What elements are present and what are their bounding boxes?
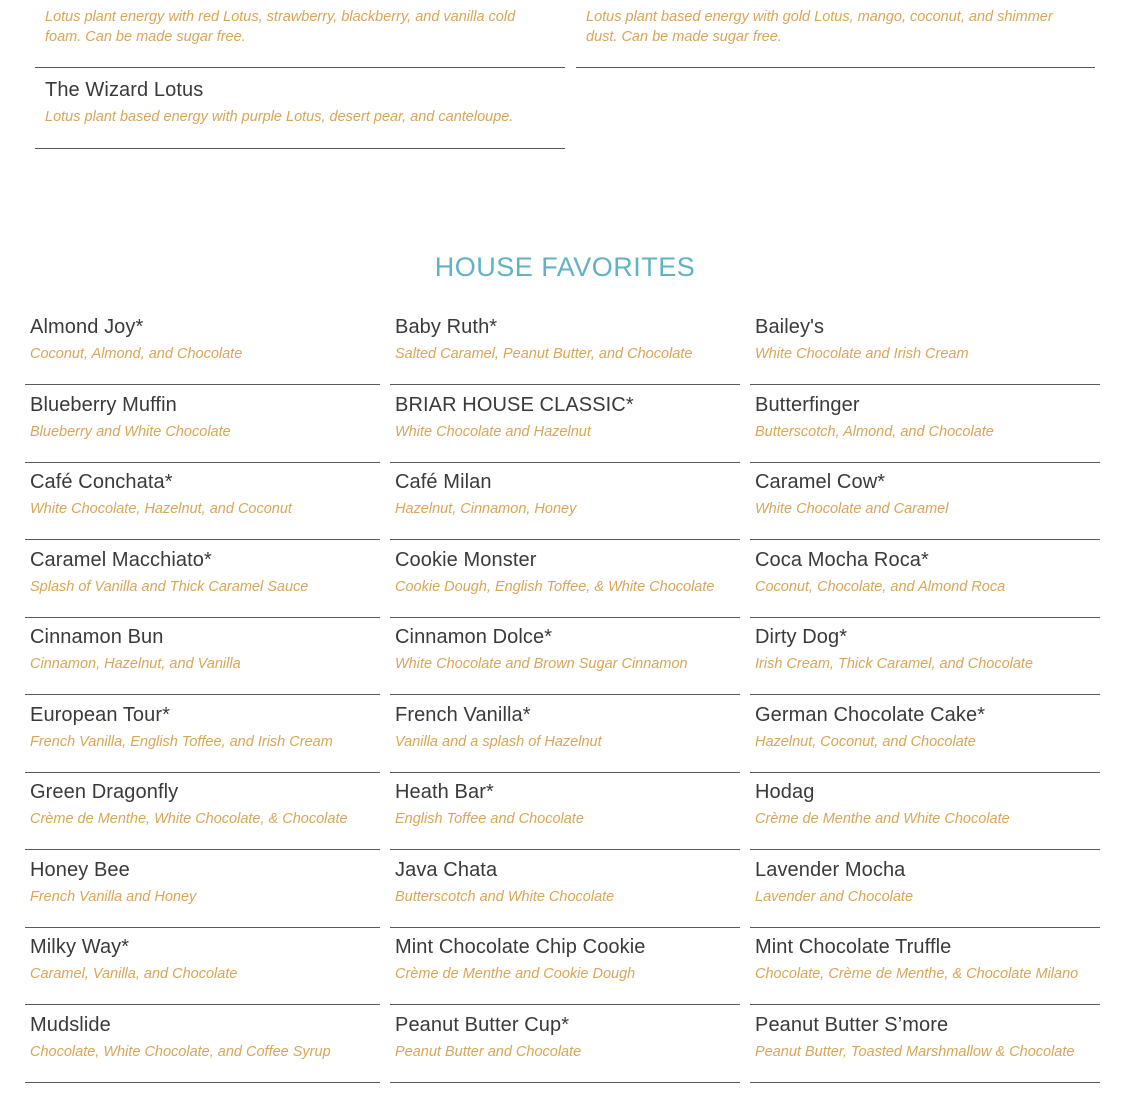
menu-item-name: Heath Bar*: [395, 781, 494, 803]
menu-item: [390, 618, 740, 695]
menu-item-description: Lavender and Chocolate: [755, 888, 914, 905]
menu-item-lotus-gold: [576, 0, 1095, 68]
menu-item: [750, 463, 1100, 540]
menu-item: [750, 541, 1100, 618]
menu-item-name: Mint Chocolate Chip Cookie: [395, 936, 646, 958]
menu-item-description: Chocolate, Crème de Menthe, & Chocolate Milano: [755, 966, 1079, 982]
menu-item: [390, 1006, 740, 1083]
menu-item-description: Coconut, Almond, and Chocolate: [30, 346, 243, 362]
menu-item-name: Green Dragonfly: [30, 781, 179, 803]
menu-item-name: BRIAR HOUSE CLASSIC*: [395, 393, 634, 416]
menu-item-name: Caramel Macchiato*: [30, 548, 212, 571]
menu-item-description: Hazelnut, Cinnamon, Honey: [395, 501, 577, 517]
menu-item-description: Crème de Menthe, White Chocolate, & Chocolate: [30, 811, 348, 827]
menu-item: [25, 308, 380, 385]
menu-item-name: Milky Way*: [30, 936, 130, 958]
menu-item-name: Caramel Cow*: [755, 471, 886, 493]
menu-item: [390, 696, 740, 773]
menu-item-description: Cinnamon, Hazelnut, and Vanilla: [30, 656, 241, 672]
menu-item: [25, 851, 380, 928]
menu-item-description: Chocolate, White Chocolate, and Coffee Syrup: [30, 1043, 331, 1060]
menu-item: [750, 851, 1100, 928]
menu-item: [750, 696, 1100, 773]
menu-item: [750, 928, 1100, 1005]
menu-item-name: Dirty Dog*: [755, 626, 848, 648]
menu-item-description: Crème de Menthe and Cookie Dough: [395, 966, 636, 982]
menu-item-description: Irish Cream, Thick Caramel, and Chocolate: [755, 656, 1034, 672]
menu-item-name: Hodag: [755, 781, 815, 803]
menu-item-name: Java Chata: [395, 858, 498, 881]
menu-item-name: Mudslide: [30, 1013, 111, 1036]
menu-item-description: Salted Caramel, Peanut Butter, and Chocolate: [395, 346, 693, 362]
menu-item-description: Blueberry and White Chocolate: [30, 423, 231, 440]
menu-item-description: White Chocolate and Caramel: [755, 501, 949, 517]
menu-item-name: Cookie Monster: [395, 548, 537, 571]
menu-item-name: Cinnamon Bun: [30, 626, 164, 648]
menu-item-name: Blueberry Muffin: [30, 393, 177, 416]
menu-item: [750, 618, 1100, 695]
menu-item-name: French Vanilla*: [395, 703, 531, 726]
menu-item: [390, 308, 740, 385]
menu-item: [25, 1006, 380, 1083]
menu-item-name: Peanut Butter Cup*: [395, 1013, 570, 1036]
menu-item-name: Cinnamon Dolce*: [395, 626, 553, 648]
menu-item: [25, 773, 380, 850]
menu-item: [390, 928, 740, 1005]
menu-item-lotus-red: [35, 0, 565, 68]
menu-item: [25, 928, 380, 1005]
menu-item-name: German Chocolate Cake*: [755, 703, 986, 726]
menu-item-name: The Wizard Lotus: [45, 79, 204, 101]
menu-item: [25, 541, 380, 618]
menu-item-description: Lotus plant energy with red Lotus, strawberry, blackberry, and vanilla cold foam. Can be made sugar free.: [45, 9, 516, 45]
menu-item-description: Coconut, Chocolate, and Almond Roca: [755, 578, 1006, 595]
menu-item-description: White Chocolate and Irish Cream: [755, 346, 969, 362]
menu-item: [750, 1006, 1100, 1083]
menu-item-description: Caramel, Vanilla, and Chocolate: [30, 966, 238, 982]
menu-item-name: Peanut Butter S’more: [755, 1013, 949, 1036]
menu-item: [390, 541, 740, 618]
menu-item: [390, 773, 740, 850]
menu-item-name: Café Milan: [395, 471, 492, 493]
menu-item: [750, 386, 1100, 463]
menu-item-name: Lavender Mocha: [755, 858, 906, 881]
menu-item-description: English Toffee and Chocolate: [395, 811, 584, 827]
menu-item-name: Butterfinger: [755, 393, 860, 416]
menu-item-description: Peanut Butter, Toasted Marshmallow & Chocolate: [755, 1043, 1075, 1060]
menu-item: [750, 773, 1100, 850]
menu-item: [25, 463, 380, 540]
menu-item: [750, 308, 1100, 385]
menu-item-description: Vanilla and a splash of Hazelnut: [395, 733, 602, 750]
menu-item-description: Splash of Vanilla and Thick Caramel Sauce: [30, 578, 309, 595]
menu-item-name: Almond Joy*: [30, 316, 144, 338]
menu-item-name: Mint Chocolate Truffle: [755, 936, 952, 958]
menu-item-description: French Vanilla and Honey: [30, 888, 197, 905]
menu-item-description: Hazelnut, Coconut, and Chocolate: [755, 733, 976, 750]
menu-item-name: Baby Ruth*: [395, 316, 498, 338]
menu-item: [390, 851, 740, 928]
menu-item-name: Café Conchata*: [30, 471, 173, 493]
menu-item: [25, 618, 380, 695]
section-title-house-favorites: HOUSE FAVORITES: [434, 252, 696, 282]
menu-item-description: French Vanilla, English Toffee, and Irish Cream: [30, 733, 333, 750]
menu-item-description: White Chocolate, Hazelnut, and Coconut: [30, 501, 292, 517]
menu-item-the-wizard-lotus: [35, 68, 565, 149]
menu-item: [25, 386, 380, 463]
menu-item: [25, 696, 380, 773]
menu-item: [390, 386, 740, 463]
menu-item-description: Lotus plant based energy with gold Lotus, mango, coconut, and shimmer dust. Can be made sugar free.: [586, 9, 1053, 45]
menu-item: [390, 463, 740, 540]
menu-item-name: Honey Bee: [30, 858, 130, 881]
menu-item-description: Butterscotch and White Chocolate: [395, 888, 615, 905]
menu-item-name: Coca Mocha Roca*: [755, 548, 929, 571]
menu-item-description: Cookie Dough, English Toffee, & White Chocolate: [395, 578, 715, 595]
menu-item-description: Crème de Menthe and White Chocolate: [755, 811, 1010, 827]
menu-item-description: Butterscotch, Almond, and Chocolate: [755, 423, 994, 440]
menu-item-description: White Chocolate and Hazelnut: [395, 423, 591, 440]
menu-item-description: Peanut Butter and Chocolate: [395, 1043, 582, 1060]
menu-item-description: Lotus plant based energy with purple Lotus, desert pear, and canteloupe.: [45, 109, 514, 125]
menu-item-description: White Chocolate and Brown Sugar Cinnamon: [395, 656, 688, 672]
menu-item-name: Bailey's: [755, 316, 825, 338]
menu-item-name: European Tour*: [30, 703, 171, 726]
